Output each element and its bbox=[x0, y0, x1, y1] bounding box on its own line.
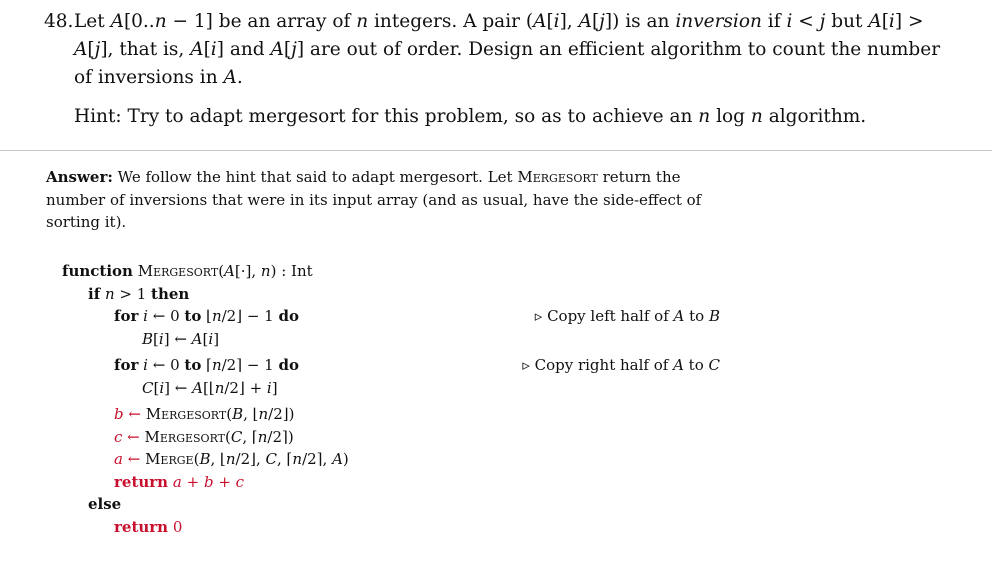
algo-line-assign-a bbox=[62, 448, 732, 471]
section-divider bbox=[0, 150, 992, 151]
algo-code: C[i] ← A[⌊n/2⌋ + i] bbox=[142, 378, 278, 397]
algorithm-block bbox=[62, 260, 732, 538]
algo-line-if bbox=[62, 283, 732, 306]
algo-line-for-right bbox=[62, 354, 732, 377]
problem-statement bbox=[44, 8, 944, 131]
algo-line-return-sum bbox=[62, 471, 732, 494]
algo-code: if n > 1 then bbox=[88, 284, 190, 303]
algo-line-else bbox=[62, 493, 732, 516]
algo-line-return-zero bbox=[62, 516, 732, 539]
problem-number: 48. bbox=[44, 11, 74, 32]
algo-line-copy-b bbox=[62, 328, 732, 351]
problem-text: Let A[0..n − 1] be an array of n integers. A pair (A[i], A[j]) is an inversion if i < j but A[i] > A[j], that is, A[i] and A[j] are out of order. Design an efficient algorithm to count the number of inversions in A. bbox=[74, 11, 941, 88]
algo-comment-right: ▹ Copy right half of A to C bbox=[522, 356, 720, 374]
algo-comment-left: ▹ Copy left half of A to B bbox=[534, 307, 720, 325]
algo-code: b ← Mergesort(B, ⌊n/2⌋) bbox=[114, 405, 295, 423]
algo-line-for-left bbox=[62, 305, 732, 328]
algo-code: for i ← 0 to ⌊n/2⌋ − 1 do bbox=[114, 307, 299, 325]
algo-code: else bbox=[88, 495, 122, 513]
algo-code: for i ← 0 to ⌈n/2⌉ − 1 do bbox=[114, 356, 299, 374]
algo-line-assign-c bbox=[62, 426, 732, 449]
algo-code: function Mergesort(A[·], n) : Int bbox=[62, 262, 313, 280]
algo-code: c ← Mergesort(C, ⌈n/2⌉) bbox=[114, 427, 294, 446]
problem-hint: Hint: Try to adapt mergesort for this problem, so as to achieve an n log n algorithm. bbox=[74, 106, 867, 127]
algo-line-function bbox=[62, 260, 732, 283]
algo-code: a ← Merge(B, ⌊n/2⌋, C, ⌈n/2⌉, A) bbox=[114, 450, 349, 468]
algo-code: B[i] ← A[i] bbox=[142, 329, 220, 348]
algo-line-assign-b bbox=[62, 403, 732, 426]
algo-line-copy-c bbox=[62, 377, 732, 400]
algo-code: return 0 bbox=[114, 517, 183, 536]
answer-paragraph: Answer: We follow the hint that said to adapt mergesort. Let Mergesort return the number of inversions that were in its input array (and as usual, have the side-effect of sorting it). bbox=[46, 168, 702, 231]
algo-code: return a + b + c bbox=[114, 472, 245, 491]
